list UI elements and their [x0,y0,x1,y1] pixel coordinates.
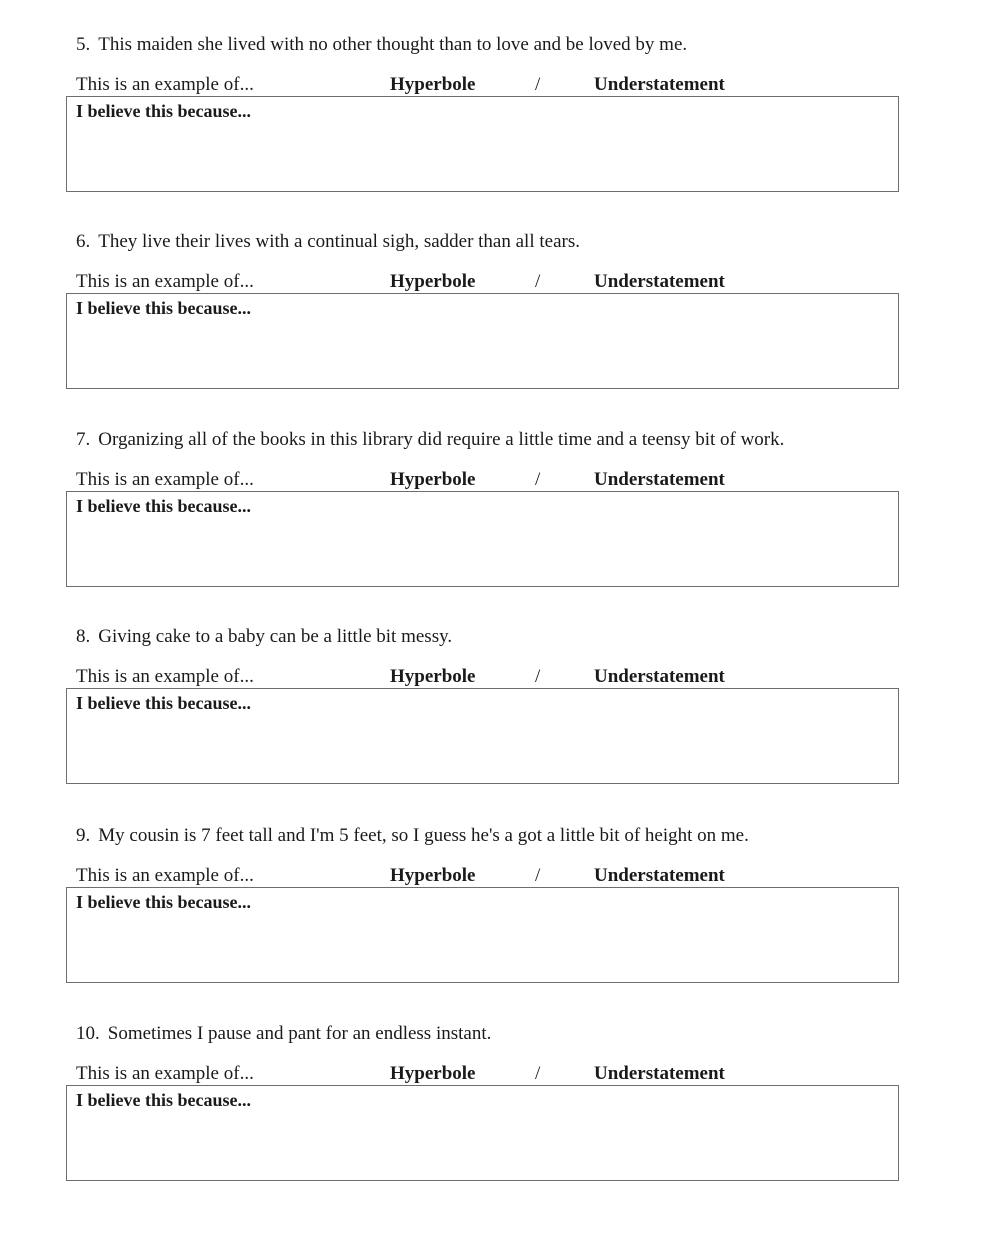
option-separator: / [535,1063,541,1084]
answer-box[interactable] [66,1085,899,1181]
option-separator: / [535,865,541,886]
question-number: 6. [76,231,91,252]
answer-box-label: I believe this because... [76,101,251,121]
hyperbole-option[interactable]: Hyperbole [390,271,476,292]
hyperbole-option[interactable]: Hyperbole [390,865,476,886]
question-8 [0,625,998,805]
understatement-option[interactable]: Understatement [594,74,725,95]
question-6 [0,230,998,410]
question-statement: Organizing all of the books in this library did require a little time and a teensy bit of work. [98,429,785,450]
question-number: 9. [76,825,91,846]
question-number: 10. [76,1023,100,1044]
option-separator: / [535,666,541,687]
choice-row [0,468,998,492]
question-number: 7. [76,429,91,450]
question-text [76,824,749,848]
choice-row [0,1062,998,1086]
question-9 [0,824,998,1004]
answer-box[interactable] [66,293,899,389]
question-number: 8. [76,626,91,647]
question-statement: This maiden she lived with no other thought than to love and be loved by me. [98,34,688,55]
answer-box[interactable] [66,688,899,784]
answer-box-label: I believe this because... [76,693,251,713]
question-text [76,428,784,452]
understatement-option[interactable]: Understatement [594,271,725,292]
question-10 [0,1022,998,1202]
choice-prompt: This is an example of... [76,469,254,490]
choice-prompt: This is an example of... [76,74,254,95]
understatement-option[interactable]: Understatement [594,1063,725,1084]
question-statement: Giving cake to a baby can be a little bit messy. [98,626,453,647]
answer-box-label: I believe this because... [76,1090,251,1110]
question-statement: My cousin is 7 feet tall and I'm 5 feet, so I guess he's a got a little bit of height on me. [98,825,749,846]
question-text [76,1022,491,1046]
question-number: 5. [76,34,91,55]
answer-box-label: I believe this because... [76,298,251,318]
choice-prompt: This is an example of... [76,666,254,687]
choice-row [0,864,998,888]
understatement-option[interactable]: Understatement [594,865,725,886]
choice-row [0,270,998,294]
understatement-option[interactable]: Understatement [594,666,725,687]
answer-box-label: I believe this because... [76,892,251,912]
choice-prompt: This is an example of... [76,271,254,292]
question-5 [0,33,998,213]
option-separator: / [535,74,541,95]
hyperbole-option[interactable]: Hyperbole [390,666,476,687]
question-statement: They live their lives with a continual sigh, sadder than all tears. [98,231,580,252]
question-text [76,625,452,649]
question-7 [0,428,998,608]
choice-row [0,73,998,97]
hyperbole-option[interactable]: Hyperbole [390,74,476,95]
answer-box[interactable] [66,491,899,587]
choice-prompt: This is an example of... [76,865,254,886]
question-text [76,33,687,57]
choice-row [0,665,998,689]
choice-prompt: This is an example of... [76,1063,254,1084]
answer-box[interactable] [66,887,899,983]
hyperbole-option[interactable]: Hyperbole [390,469,476,490]
question-text [76,230,580,254]
answer-box[interactable] [66,96,899,192]
option-separator: / [535,271,541,292]
hyperbole-option[interactable]: Hyperbole [390,1063,476,1084]
question-statement: Sometimes I pause and pant for an endless instant. [107,1023,492,1044]
option-separator: / [535,469,541,490]
understatement-option[interactable]: Understatement [594,469,725,490]
answer-box-label: I believe this because... [76,496,251,516]
